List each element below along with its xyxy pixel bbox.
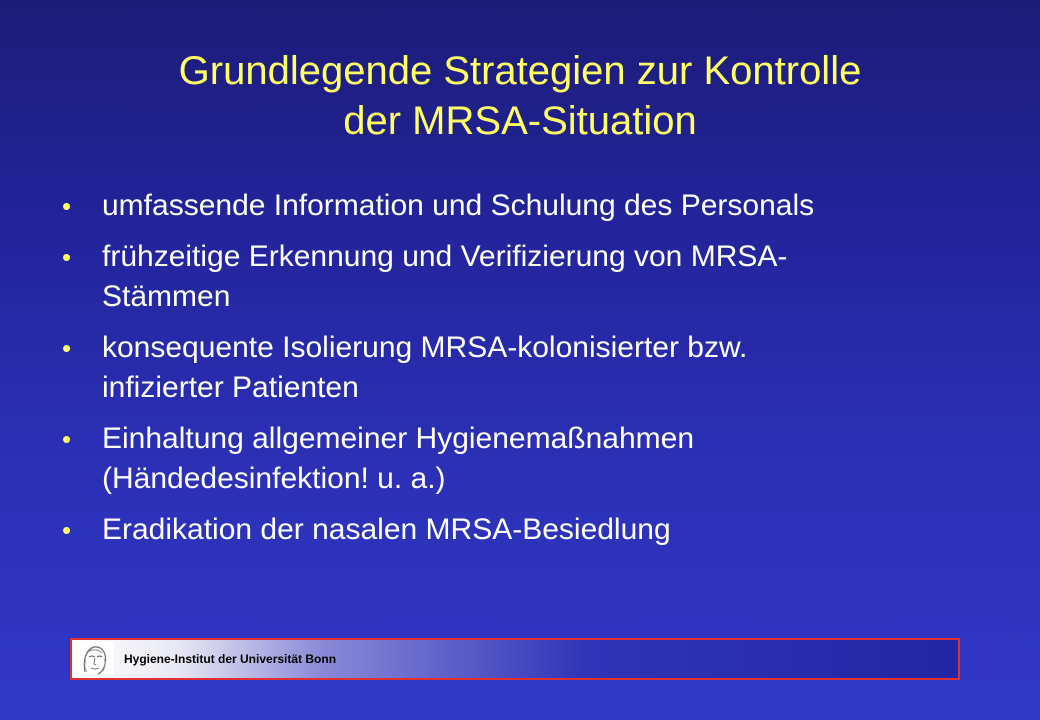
- bullet-text-continued: infizierter Patienten: [102, 371, 359, 404]
- bullet-text: frühzeitige Erkennung und Verifizierung von MRSA-: [102, 240, 788, 273]
- portrait-logo-icon: [74, 642, 114, 676]
- bullet-item-training: [62, 186, 992, 226]
- slide-title-line-2: der MRSA-Situation: [343, 99, 697, 143]
- bullet-text: konsequente Isolierung MRSA-kolonisierter bzw.: [102, 331, 748, 364]
- slide-title-line-1: Grundlegende Strategien zur Kontrolle: [178, 49, 862, 93]
- slide-title: [40, 46, 1000, 146]
- bullet-list: [62, 186, 992, 561]
- bullet-icon: •: [62, 424, 72, 454]
- bullet-item-hygiene: [62, 419, 992, 499]
- bullet-text: Einhaltung allgemeiner Hygienemaßnahmen: [102, 422, 695, 455]
- bullet-item-eradication: [62, 510, 992, 550]
- bullet-text: umfassende Information und Schulung des Personals: [102, 189, 815, 222]
- bullet-item-detection: [62, 237, 992, 317]
- footer-institution-name: Hygiene-Institut der Universität Bonn: [124, 652, 337, 666]
- bullet-icon: •: [62, 242, 72, 272]
- footer-bar: [70, 638, 960, 680]
- bullet-item-isolation: [62, 328, 992, 408]
- bullet-icon: •: [62, 515, 72, 545]
- bullet-text-continued: Stämmen: [102, 280, 231, 313]
- bullet-text: Eradikation der nasalen MRSA-Besiedlung: [102, 513, 671, 546]
- bullet-text-continued: (Händedesinfektion! u. a.): [102, 462, 446, 495]
- bullet-icon: •: [62, 191, 72, 221]
- bullet-icon: •: [62, 333, 72, 363]
